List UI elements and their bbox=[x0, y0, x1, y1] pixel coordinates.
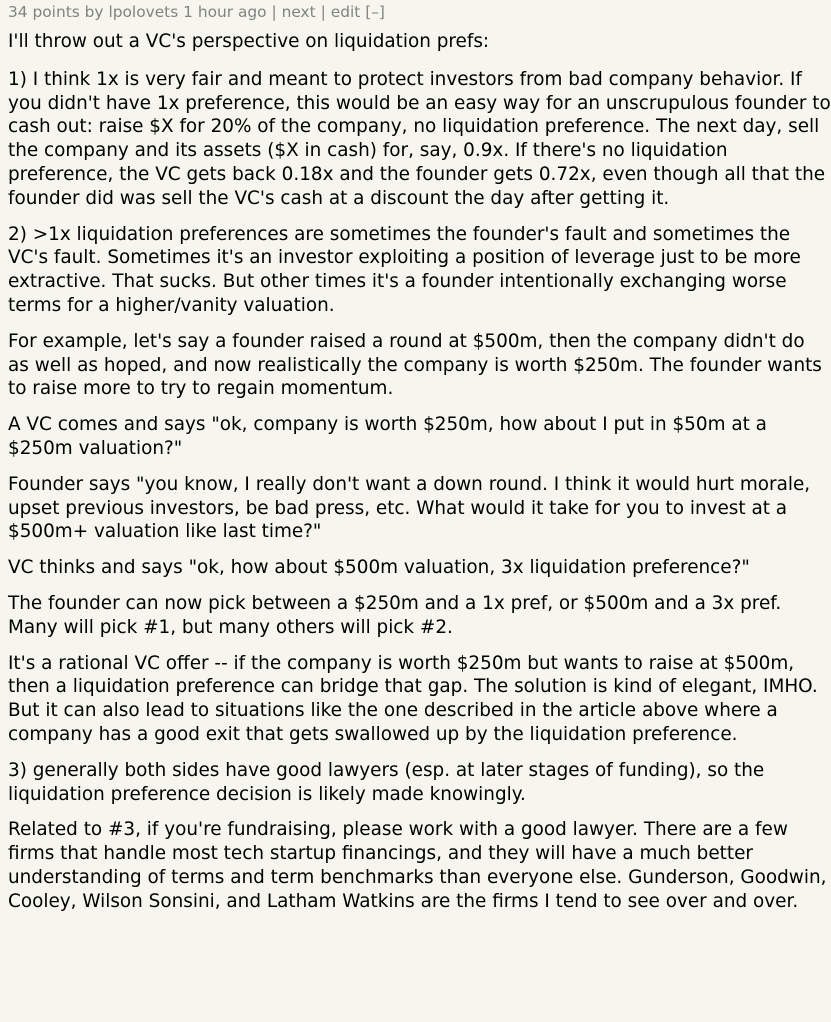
comment-paragraph: For example, let's say a founder raised a round at $500m, then the company didn't do as well as hoped, and now realistically the company is worth $250m. The founder wants to raise more to try to regain momentum. bbox=[8, 330, 822, 400]
comment-age-link[interactable]: 1 hour ago bbox=[183, 3, 267, 21]
separator: | bbox=[271, 3, 277, 21]
comment-author-link[interactable]: lpolovets bbox=[108, 3, 179, 21]
comment-paragraph: The founder can now pick between a $250m and a 1x pref, or $500m and a 3x pref. Many will pick #1, but many others will pick #2. bbox=[8, 592, 782, 638]
comment-paragraph: A VC comes and says "ok, company is worth $250m, how about I put in $50m at a $250m valuation?" bbox=[8, 414, 767, 459]
comment-paragraph: It's a rational VC offer -- if the company is worth $250m but wants to raise at $500m, then a liquidation preference can bridge that gap. The solution is kind of elegant, IMHO. But it can also lead to situations like the one described in the article above where a company has a good exit that gets swallowed up by the liquidation preference. bbox=[8, 652, 818, 745]
comment-paragraph: 2) >1x liquidation preferences are sometimes the founder's fault and sometimes the VC's fault. Sometimes it's an investor exploiting a position of leverage just to be more extractive. That sucks. But other times it's a founder intentionally exchanging worse terms for a higher/vanity valuation. bbox=[8, 223, 801, 316]
next-link[interactable]: next bbox=[281, 3, 316, 21]
comment-text bbox=[8, 30, 831, 914]
comment-paragraph: 1) I think 1x is very fair and meant to protect investors from bad company behavior. If you didn't have 1x preference, this would be an easy way for an unscrupulous founder to cash out: raise $X for 20% of the company, no liquidation preference. The next day, sell the company and its assets ($X in cash) for, say, 0.9x. If there's no liquidation preference, the VC gets back 0.18x and the founder gets 0.72x, even though all that the founder did was sell the VC's cash at a discount the day after getting it. bbox=[8, 68, 831, 209]
by-label: by bbox=[84, 3, 104, 21]
comment-paragraph: I'll throw out a VC's perspective on liquidation prefs: bbox=[8, 31, 490, 52]
comment-paragraph: VC thinks and says "ok, how about $500m valuation, 3x liquidation preference?" bbox=[8, 557, 750, 579]
comment-paragraph: Related to #3, if you're fundraising, please work with a good lawyer. There are a few firms that handle most tech startup financings, and they will have a much better understanding of terms and term benchmarks than everyone else. Gunderson, Goodwin, Cooley, Wilson Sonsini, and Latham Watkins are the firms I tend to see over and over. bbox=[8, 819, 827, 912]
comment-points: 34 points bbox=[8, 3, 80, 21]
separator: | bbox=[320, 3, 326, 21]
comment-header bbox=[8, 0, 831, 24]
comment-paragraph: Founder says "you know, I really don't want a down round. I think it would hurt morale, upset previous investors, be bad press, etc. What would it take for you to invest at a $500m+ valuation like last time?" bbox=[8, 473, 811, 543]
comment-paragraph: 3) generally both sides have good lawyers (esp. at later stages of funding), so the liquidation preference decision is likely made knowingly. bbox=[8, 759, 765, 805]
edit-link[interactable]: edit bbox=[330, 3, 361, 21]
collapse-toggle[interactable]: [–] bbox=[365, 3, 385, 21]
